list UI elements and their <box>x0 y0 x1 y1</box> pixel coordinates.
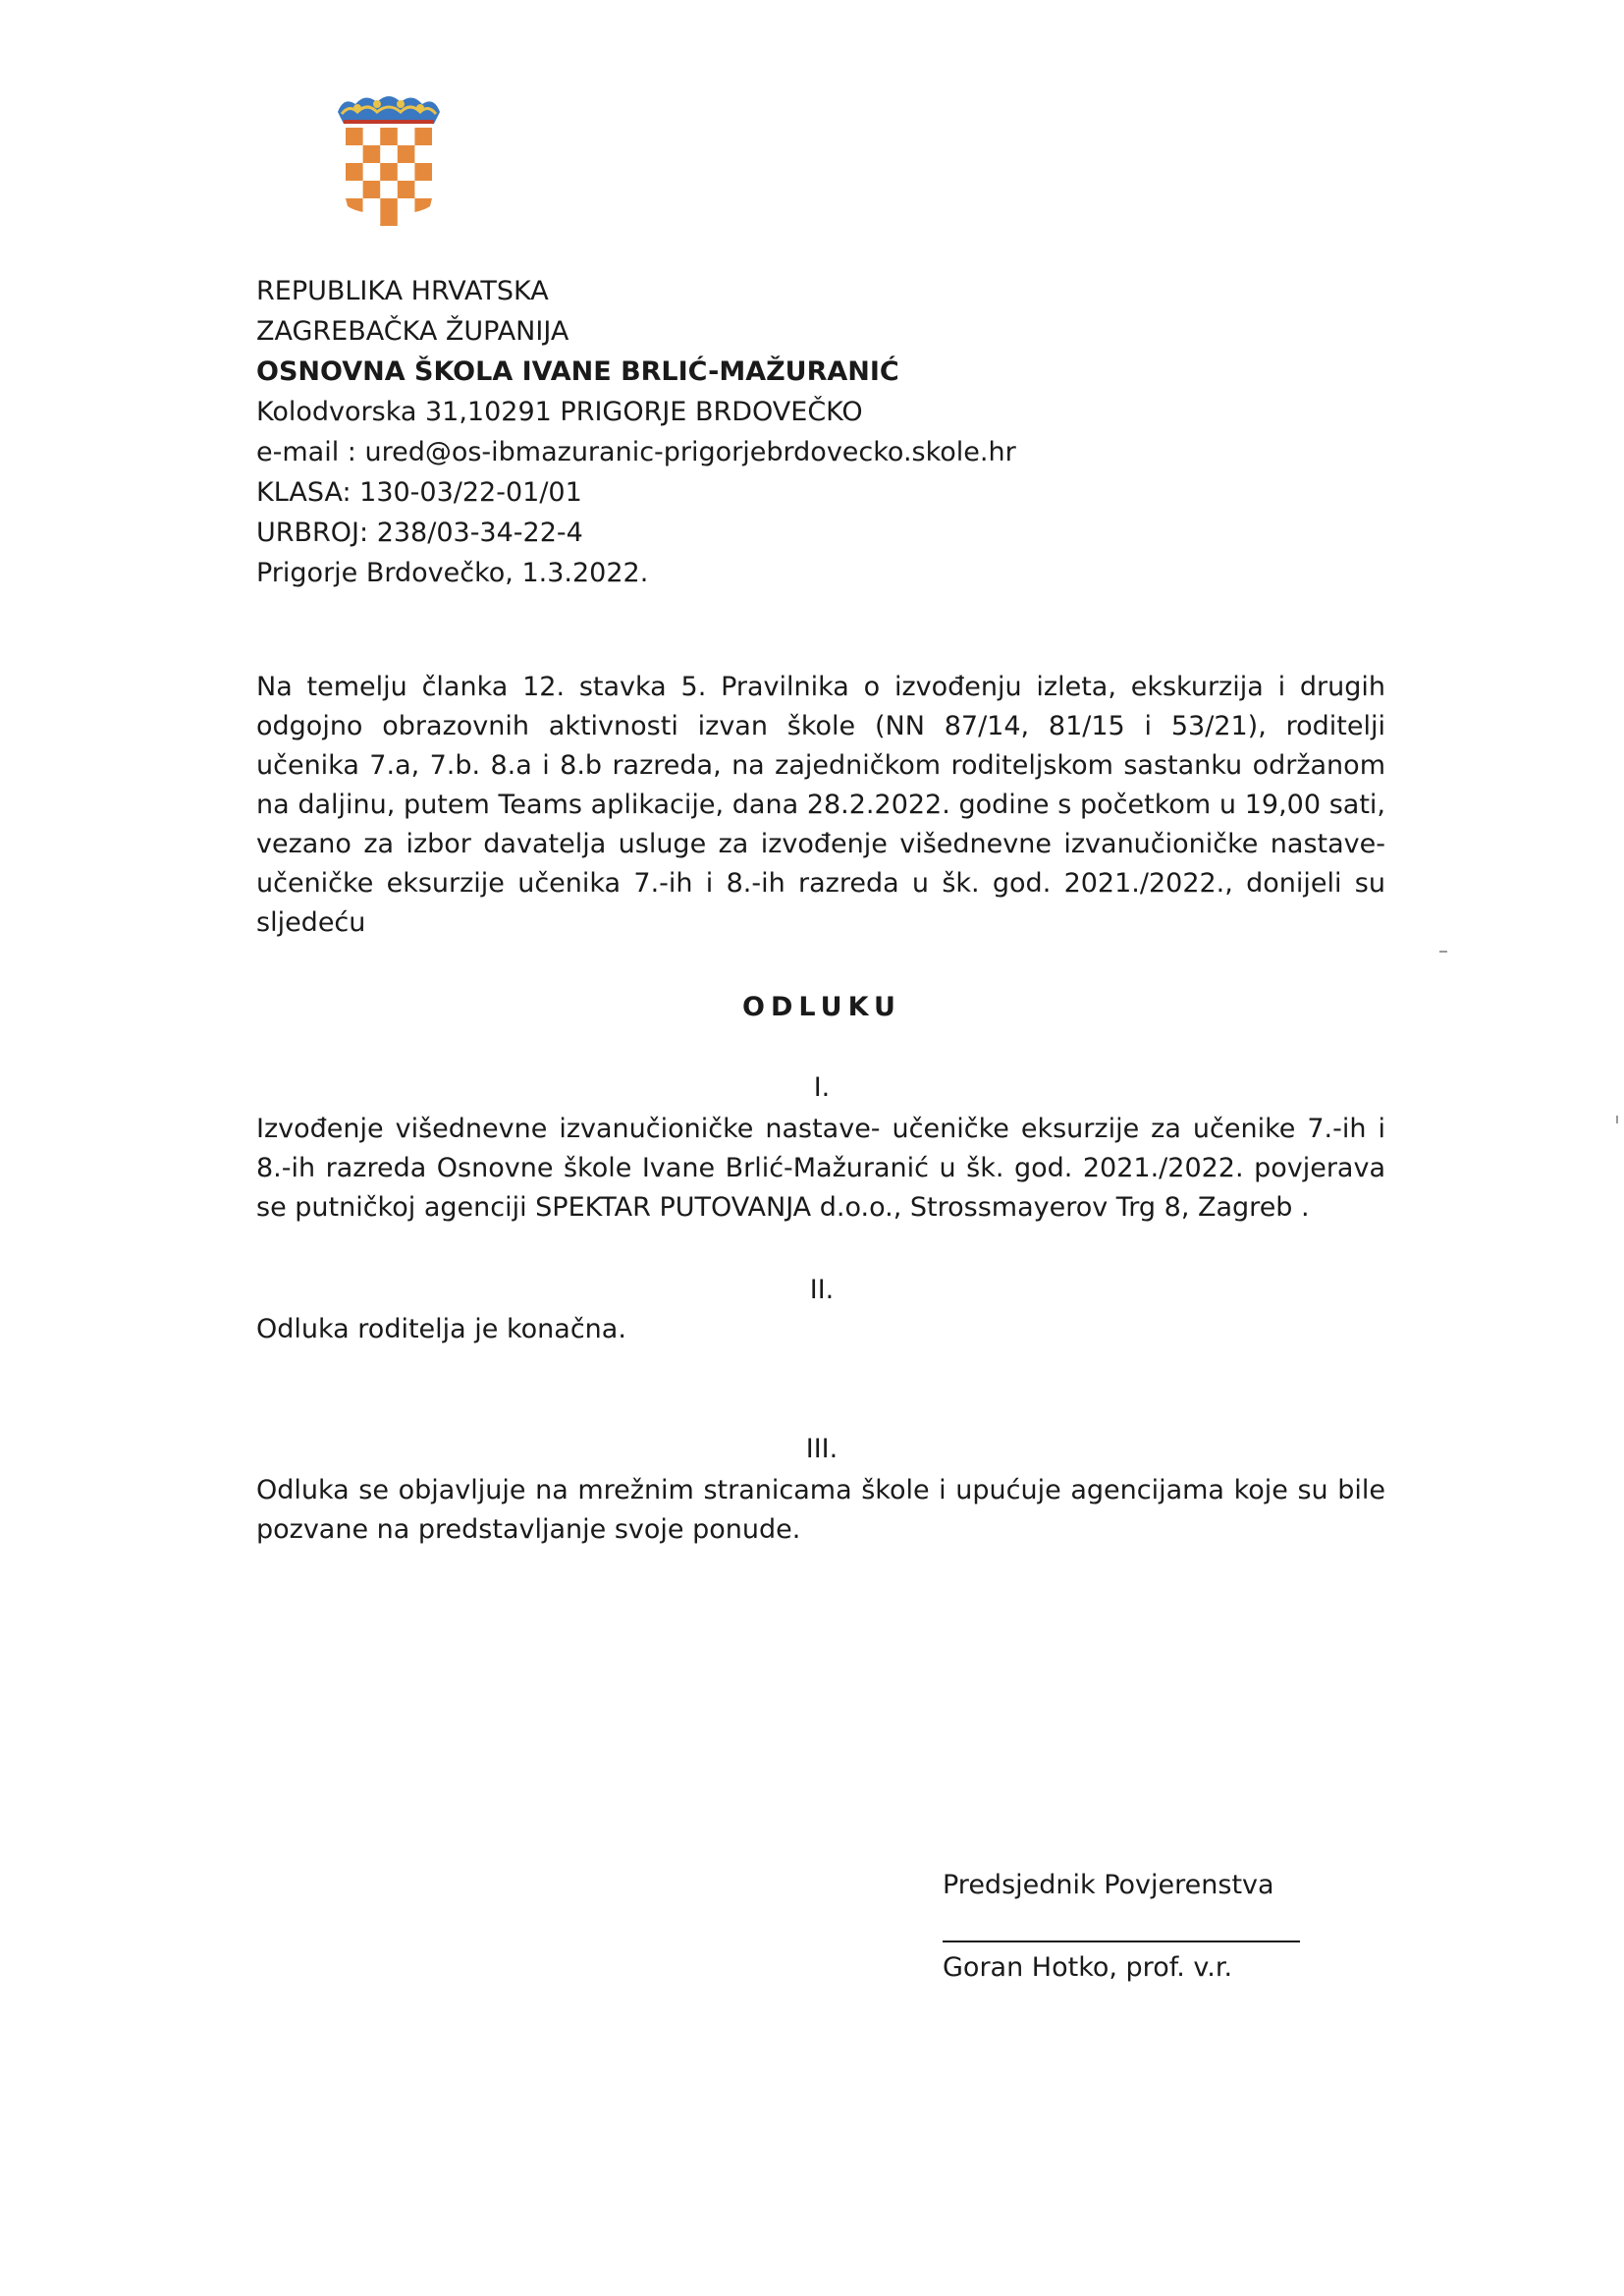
section-number-1: I. <box>813 1072 831 1103</box>
school-email: e-mail : ured@os-ibmazuranic-prigorjebrdovecko.skole.hr <box>256 437 1016 467</box>
place-and-date: Prigorje Brdovečko, 1.3.2022. <box>256 558 649 588</box>
school-address: Kolodvorska 31,10291 PRIGORJE BRDOVEČKO <box>256 397 863 427</box>
section-number-2: II. <box>809 1275 835 1305</box>
klasa-number: KLASA: 130-03/22-01/01 <box>256 477 582 508</box>
signature-title: Predsjednik Povjerenstva <box>943 1870 1274 1900</box>
scan-speck <box>1616 1116 1618 1123</box>
letterhead <box>256 271 1435 593</box>
intro-paragraph: Na temelju članka 12. stavka 5. Pravilnika o izvođenju izleta, ekskurzija i drugih odgojno obrazovnih aktivnosti izvan škole (NN 87/14, 81/15 i 53/21), roditelji učenika 7.a, 7.b. 8.a i 8.b razreda, na zajedničkom roditeljskom sastanku održanom na daljinu, putem Teams aplikacije, dana 28.2.2022. godine s početkom u 19,00 sati, vezano za izbor davatelja usluge za izvođenje višednevne izvanučioničke nastave-učeničke eksurzije učenika 7.-ih i 8.-ih razreda u šk. god. 2021./2022., donijeli su sljedeću <box>256 672 1385 938</box>
county-name: ZAGREBAČKA ŽUPANIJA <box>256 316 569 347</box>
section-text-2: Odluka roditelja je konačna. <box>256 1314 626 1344</box>
section-text-3: Odluka se objavljuje na mrežnim stranicama škole i upućuje agencijama koje su bile pozvane na predstavljanje svoje ponude. <box>256 1475 1385 1545</box>
signature-line <box>943 1941 1300 1942</box>
section-number-3: III. <box>805 1434 839 1464</box>
decision-title: ODLUKU <box>742 992 901 1022</box>
scan-speck <box>1439 951 1447 953</box>
urbroj-number: URBROJ: 238/03-34-22-4 <box>256 518 583 548</box>
country-name: REPUBLIKA HRVATSKA <box>256 276 549 306</box>
school-name: OSNOVNA ŠKOLA IVANE BRLIĆ-MAŽURANIĆ <box>256 356 899 387</box>
signature-name: Goran Hotko, prof. v.r. <box>943 1952 1233 1983</box>
croatian-coat-of-arms-icon <box>332 90 446 238</box>
section-text-1: Izvođenje višednevne izvanučioničke nastave- učeničke eksurzije za učenike 7.-ih i 8.-ih razreda Osnovne škole Ivane Brlić-Mažuranić u šk. god. 2021./2022. povjerava se putničkoj agenciji SPEKTAR PUTOVANJA d.o.o., Strossmayerov Trg 8, Zagreb . <box>256 1114 1385 1223</box>
